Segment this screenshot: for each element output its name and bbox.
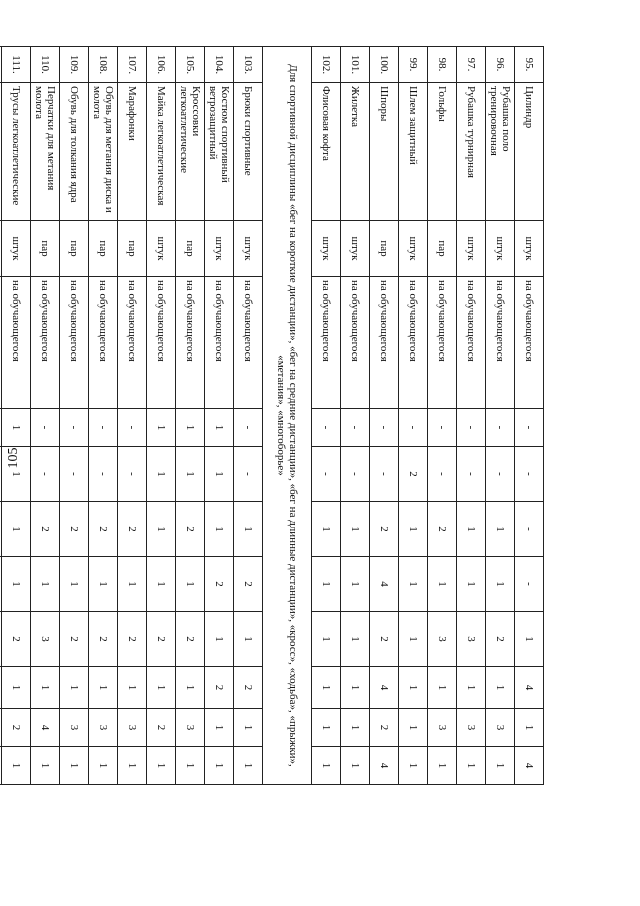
table-row	[399, 47, 428, 785]
calculation-unit: на обучающегося	[312, 277, 341, 409]
item-name: Жилетка	[341, 83, 370, 221]
table-row	[147, 47, 176, 785]
row-number: 99.	[399, 47, 428, 83]
value-cell: 4	[515, 747, 544, 785]
value-cell	[0, 667, 2, 709]
unit: штук	[205, 221, 234, 277]
value-cell: 1	[205, 447, 234, 502]
row-number: 106.	[147, 47, 176, 83]
value-cell: 2	[370, 709, 399, 747]
value-cell: 1	[341, 747, 370, 785]
value-cell: 4	[370, 747, 399, 785]
item-name: Флисовая кофта	[312, 83, 341, 221]
value-cell: 1	[428, 667, 457, 709]
value-cell: 1	[428, 557, 457, 612]
value-cell: -	[60, 409, 89, 447]
calculation-unit: на обучающегося	[486, 277, 515, 409]
value-cell: 2	[234, 557, 263, 612]
rotated-table-container	[10, 46, 544, 769]
value-cell: 1	[176, 667, 205, 709]
item-name: Рубашка турнирная	[457, 83, 486, 221]
table-row	[370, 47, 399, 785]
item-name: Шлем защитный	[399, 83, 428, 221]
table-row	[486, 47, 515, 785]
value-cell: 1	[515, 709, 544, 747]
value-cell: -	[515, 409, 544, 447]
value-cell: 1	[2, 502, 31, 557]
value-cell: 2	[370, 502, 399, 557]
value-cell: 2	[89, 502, 118, 557]
value-cell: 2	[118, 502, 147, 557]
unit: штук	[147, 221, 176, 277]
calculation-unit: на обучающегося	[60, 277, 89, 409]
value-cell: 1	[399, 612, 428, 667]
value-cell: -	[89, 409, 118, 447]
value-cell	[0, 612, 2, 667]
row-number: 108.	[89, 47, 118, 83]
row-number: 105.	[176, 47, 205, 83]
section-heading: Для спортивной дисциплины «бег на короткие дистанции», «бег на средние дистанции», «бег на длинные дистанции», «кросс», «ходьба», «прыжки», «метания», «многоборье»	[263, 47, 312, 785]
calculation-unit: на обучающегося	[176, 277, 205, 409]
value-cell: 2	[60, 502, 89, 557]
value-cell: -	[486, 409, 515, 447]
table-row	[0, 47, 2, 785]
value-cell: 4	[370, 557, 399, 612]
value-cell: 1	[147, 409, 176, 447]
value-cell: 2	[176, 612, 205, 667]
value-cell: 3	[89, 709, 118, 747]
value-cell: -	[428, 409, 457, 447]
value-cell: -	[312, 409, 341, 447]
page-number: 105	[6, 447, 21, 469]
value-cell: 1	[2, 747, 31, 785]
equipment-table	[0, 46, 544, 785]
value-cell: 1	[399, 667, 428, 709]
item-name: Рубашка поло тренировочная	[486, 83, 515, 221]
calculation-unit	[0, 277, 2, 409]
value-cell: 1	[205, 612, 234, 667]
item-name	[0, 83, 2, 221]
value-cell: 1	[457, 557, 486, 612]
value-cell: 1	[147, 747, 176, 785]
table-row	[312, 47, 341, 785]
value-cell: 1	[60, 747, 89, 785]
value-cell: 3	[428, 612, 457, 667]
value-cell: 1	[486, 747, 515, 785]
value-cell: 3	[457, 709, 486, 747]
value-cell: 3	[60, 709, 89, 747]
value-cell	[0, 709, 2, 747]
calculation-unit: на обучающегося	[118, 277, 147, 409]
value-cell: 1	[399, 502, 428, 557]
row-number: 96.	[486, 47, 515, 83]
value-cell: 1	[205, 709, 234, 747]
calculation-unit: на обучающегося	[31, 277, 60, 409]
calculation-unit: на обучающегося	[457, 277, 486, 409]
unit: штук	[341, 221, 370, 277]
value-cell: 1	[89, 667, 118, 709]
value-cell: -	[515, 502, 544, 557]
value-cell: 1	[341, 667, 370, 709]
item-name: Обувь для толкания ядра	[60, 83, 89, 221]
unit: штук	[2, 221, 31, 277]
row-number: 100.	[370, 47, 399, 83]
value-cell: 1	[312, 502, 341, 557]
row-number: 103.	[234, 47, 263, 83]
value-cell: 2	[176, 502, 205, 557]
value-cell: 2	[370, 612, 399, 667]
row-number: 109.	[60, 47, 89, 83]
value-cell: 1	[118, 667, 147, 709]
calculation-unit: на обучающегося	[399, 277, 428, 409]
value-cell: -	[89, 447, 118, 502]
unit: штук	[486, 221, 515, 277]
value-cell: 2	[147, 709, 176, 747]
value-cell: 1	[147, 557, 176, 612]
unit	[0, 221, 2, 277]
row-number: 97.	[457, 47, 486, 83]
unit: пар	[89, 221, 118, 277]
table-body-top	[312, 47, 544, 785]
value-cell: 1	[147, 667, 176, 709]
value-cell: -	[457, 447, 486, 502]
value-cell: -	[428, 447, 457, 502]
table-row	[118, 47, 147, 785]
value-cell: 2	[31, 502, 60, 557]
value-cell: 1	[515, 612, 544, 667]
table-row	[205, 47, 234, 785]
value-cell: -	[118, 409, 147, 447]
value-cell: 1	[147, 502, 176, 557]
unit: штук	[399, 221, 428, 277]
item-name: Цилиндр	[515, 83, 544, 221]
item-name: Перчатки для метания молота	[31, 83, 60, 221]
value-cell: 2	[234, 667, 263, 709]
unit: пар	[118, 221, 147, 277]
table-row	[2, 47, 31, 785]
calculation-unit: на обучающегося	[341, 277, 370, 409]
table-row	[31, 47, 60, 785]
value-cell: -	[515, 447, 544, 502]
unit: пар	[60, 221, 89, 277]
value-cell: 2	[205, 557, 234, 612]
value-cell: -	[486, 447, 515, 502]
value-cell: 1	[176, 447, 205, 502]
value-cell: 1	[2, 667, 31, 709]
value-cell	[0, 747, 2, 785]
table-row	[176, 47, 205, 785]
calculation-unit: на обучающегося	[428, 277, 457, 409]
value-cell: 1	[486, 557, 515, 612]
value-cell: -	[118, 447, 147, 502]
table-body-bottom	[0, 47, 263, 785]
value-cell	[0, 447, 2, 502]
value-cell: 1	[341, 557, 370, 612]
calculation-unit: на обучающегося	[515, 277, 544, 409]
section-heading-row	[263, 47, 312, 785]
value-cell: 1	[312, 709, 341, 747]
value-cell: 2	[118, 612, 147, 667]
value-cell: 1	[341, 612, 370, 667]
value-cell: 1	[2, 409, 31, 447]
value-cell: -	[312, 447, 341, 502]
value-cell: 1	[457, 502, 486, 557]
calculation-unit: на обучающегося	[205, 277, 234, 409]
value-cell: 1	[60, 557, 89, 612]
calculation-unit: на обучающегося	[89, 277, 118, 409]
value-cell: 1	[2, 557, 31, 612]
calculation-unit: на обучающегося	[234, 277, 263, 409]
value-cell: 1	[234, 502, 263, 557]
row-number: 107.	[118, 47, 147, 83]
value-cell: 3	[428, 709, 457, 747]
value-cell: 4	[370, 667, 399, 709]
value-cell: -	[234, 447, 263, 502]
item-name: Обувь для метания диска и молота	[89, 83, 118, 221]
value-cell: 2	[2, 612, 31, 667]
value-cell: 1	[428, 747, 457, 785]
value-cell: 1	[31, 557, 60, 612]
value-cell: 1	[234, 709, 263, 747]
row-number: 98.	[428, 47, 457, 83]
value-cell: 1	[31, 667, 60, 709]
value-cell: -	[370, 447, 399, 502]
unit: пар	[370, 221, 399, 277]
value-cell: 1	[89, 557, 118, 612]
value-cell: 1	[176, 409, 205, 447]
item-name: Кроссовки легкоатлетические	[176, 83, 205, 221]
value-cell: 3	[176, 709, 205, 747]
value-cell: 1	[176, 557, 205, 612]
value-cell: 1	[457, 747, 486, 785]
item-name: Шпоры	[370, 83, 399, 221]
value-cell: 3	[486, 709, 515, 747]
value-cell	[0, 409, 2, 447]
item-name: Марафонки	[118, 83, 147, 221]
unit: штук	[457, 221, 486, 277]
value-cell: 3	[31, 612, 60, 667]
value-cell: 1	[205, 502, 234, 557]
value-cell: 1	[147, 447, 176, 502]
value-cell: 1	[205, 409, 234, 447]
value-cell: -	[370, 409, 399, 447]
value-cell: -	[515, 557, 544, 612]
value-cell: 1	[118, 747, 147, 785]
value-cell: -	[341, 447, 370, 502]
value-cell: 1	[399, 557, 428, 612]
row-number	[0, 47, 2, 83]
value-cell: 1	[312, 557, 341, 612]
value-cell: -	[31, 409, 60, 447]
value-cell: 4	[31, 709, 60, 747]
value-cell	[0, 557, 2, 612]
value-cell: 2	[399, 447, 428, 502]
row-number: 102.	[312, 47, 341, 83]
value-cell: 2	[428, 502, 457, 557]
table-row	[341, 47, 370, 785]
calculation-unit: на обучающегося	[147, 277, 176, 409]
value-cell: 1	[486, 667, 515, 709]
value-cell: 1	[457, 667, 486, 709]
value-cell: 1	[486, 502, 515, 557]
calculation-unit: на обучающегося	[370, 277, 399, 409]
value-cell: 1	[312, 612, 341, 667]
unit: штук	[234, 221, 263, 277]
item-name: Брюки спортивные	[234, 83, 263, 221]
table-row	[515, 47, 544, 785]
value-cell: 2	[486, 612, 515, 667]
value-cell: -	[341, 409, 370, 447]
value-cell: 1	[312, 667, 341, 709]
value-cell: 2	[89, 612, 118, 667]
value-cell: 1	[341, 709, 370, 747]
value-cell: 1	[205, 747, 234, 785]
value-cell: 3	[118, 709, 147, 747]
unit: пар	[176, 221, 205, 277]
row-number: 95.	[515, 47, 544, 83]
value-cell: 2	[60, 612, 89, 667]
value-cell: 1	[399, 709, 428, 747]
item-name: Гольфы	[428, 83, 457, 221]
unit: штук	[312, 221, 341, 277]
unit: штук	[515, 221, 544, 277]
value-cell: 1	[234, 747, 263, 785]
value-cell	[0, 502, 2, 557]
value-cell: 1	[234, 612, 263, 667]
table-row	[89, 47, 118, 785]
row-number: 110.	[31, 47, 60, 83]
calculation-unit: на обучающегося	[2, 277, 31, 409]
value-cell: 2	[147, 612, 176, 667]
value-cell: 1	[60, 667, 89, 709]
value-cell: 1	[312, 747, 341, 785]
value-cell: 3	[457, 612, 486, 667]
value-cell: -	[60, 447, 89, 502]
value-cell: 1	[89, 747, 118, 785]
value-cell: 1	[31, 747, 60, 785]
value-cell: 2	[2, 709, 31, 747]
row-number: 104.	[205, 47, 234, 83]
table-row	[428, 47, 457, 785]
unit: пар	[31, 221, 60, 277]
item-name: Трусы легкоатлетические	[2, 83, 31, 221]
value-cell: -	[234, 409, 263, 447]
table-row	[457, 47, 486, 785]
table-row	[60, 47, 89, 785]
item-name: Майка легкоатлетическая	[147, 83, 176, 221]
section-heading-body	[263, 47, 312, 785]
value-cell: 1	[118, 557, 147, 612]
value-cell: -	[31, 447, 60, 502]
row-number: 111.	[2, 47, 31, 83]
value-cell: -	[399, 409, 428, 447]
value-cell: -	[457, 409, 486, 447]
value-cell: 1	[399, 747, 428, 785]
item-name: Костюм спортивный ветрозащитный	[205, 83, 234, 221]
value-cell: 2	[205, 667, 234, 709]
unit: пар	[428, 221, 457, 277]
value-cell: 1	[2, 447, 31, 502]
row-number: 101.	[341, 47, 370, 83]
value-cell: 1	[176, 747, 205, 785]
value-cell: 1	[341, 502, 370, 557]
table-row	[234, 47, 263, 785]
value-cell: 4	[515, 667, 544, 709]
